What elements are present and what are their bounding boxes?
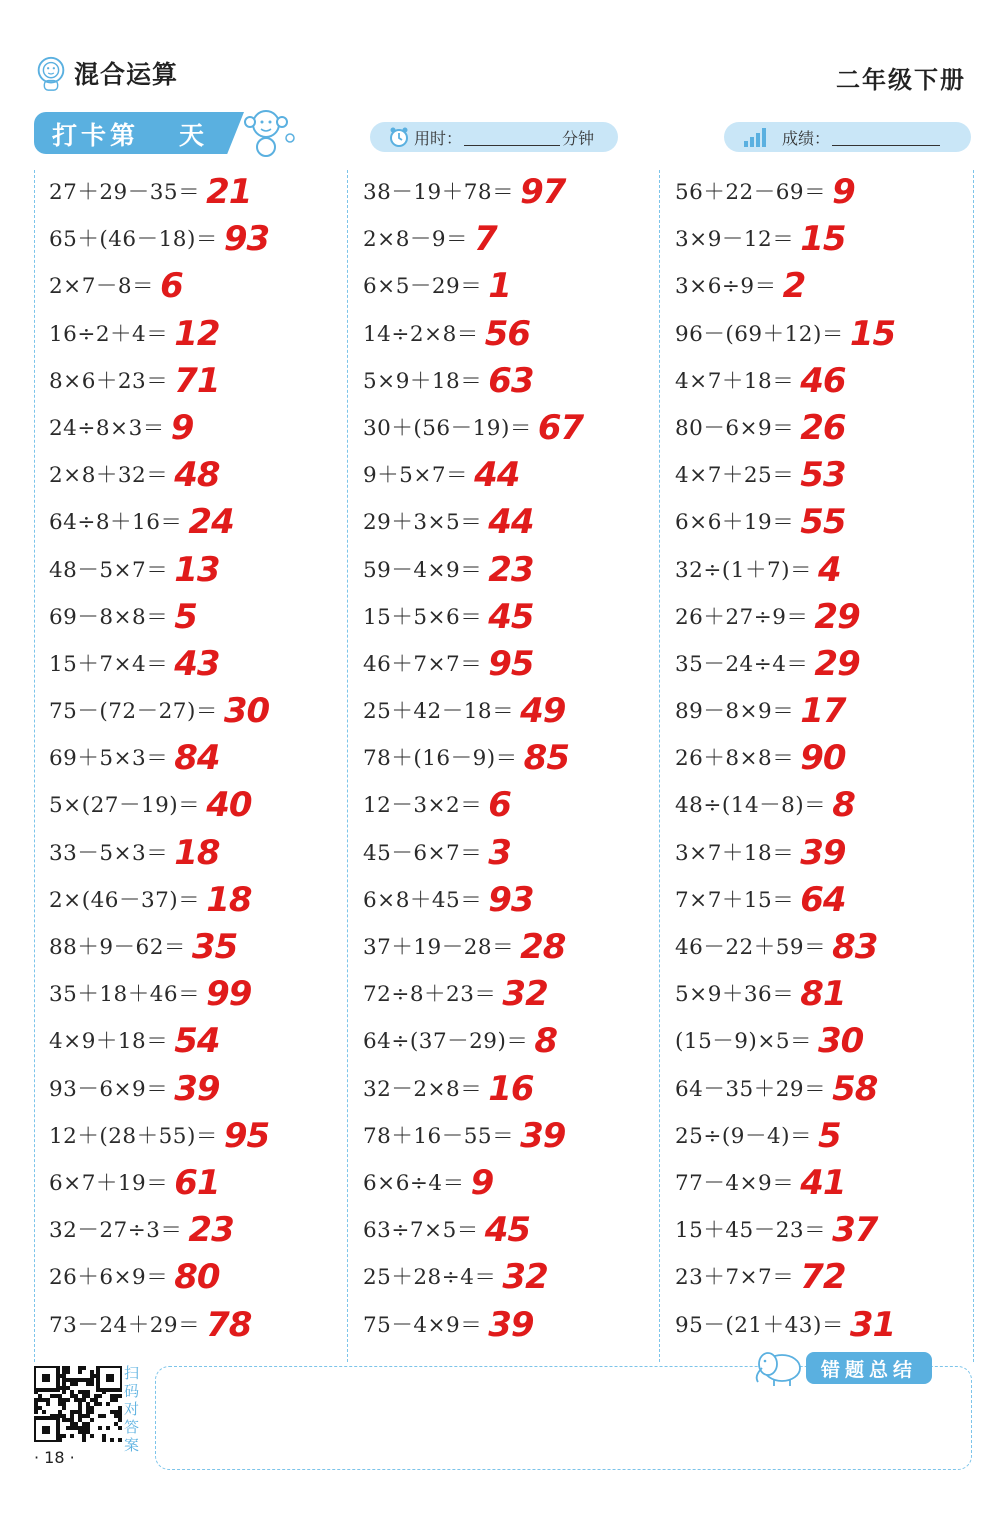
handwritten-answer[interactable]: 95 (223, 1115, 270, 1156)
handwritten-answer[interactable]: 49 (520, 691, 566, 732)
exercise-row (49, 451, 269, 498)
equation: 2×(46－37)＝ (49, 887, 201, 913)
equation: 59－4×9＝ (363, 557, 483, 583)
exercise-column-2 (363, 168, 583, 1348)
handwritten-answer[interactable]: 30 (818, 1021, 864, 1062)
time-field (370, 122, 618, 152)
handwritten-answer[interactable]: 45 (484, 1210, 531, 1251)
handwritten-answer[interactable]: 78 (206, 1304, 252, 1345)
equation: 64－35＋29＝ (675, 1076, 827, 1102)
handwritten-answer[interactable]: 31 (849, 1304, 896, 1345)
equation: 77－4×9＝ (675, 1170, 795, 1196)
equation: 75－4×9＝ (363, 1312, 483, 1338)
handwritten-answer[interactable]: 85 (523, 738, 569, 779)
handwritten-answer[interactable]: 17 (800, 691, 846, 732)
equation: 32－27÷3＝ (49, 1218, 183, 1244)
handwritten-answer[interactable]: 41 (800, 1162, 846, 1203)
equation: 12－3×2＝ (363, 793, 483, 819)
exercise-row (675, 781, 895, 828)
handwritten-answer[interactable]: 13 (174, 549, 220, 590)
equation: 23＋7×7＝ (675, 1265, 795, 1291)
equation: 32÷(1＋7)＝ (675, 557, 813, 583)
handwritten-answer[interactable]: 95 (488, 643, 534, 684)
exercise-row (675, 970, 895, 1017)
exercise-row (675, 357, 895, 404)
equation: 2×8－9＝ (363, 227, 469, 253)
qr-code-icon[interactable] (34, 1366, 122, 1442)
handwritten-answer[interactable]: 29 (814, 596, 860, 637)
handwritten-answer[interactable]: 80 (174, 1257, 220, 1298)
exercise-row (363, 1065, 583, 1112)
score-field (724, 122, 971, 152)
exercise-row (675, 640, 895, 687)
handwritten-answer[interactable]: 71 (174, 360, 220, 401)
exercise-row (49, 1017, 269, 1064)
equation: 25÷(9－4)＝ (675, 1123, 813, 1149)
handwritten-answer[interactable]: 81 (800, 974, 846, 1015)
equation: 6×6＋19＝ (675, 510, 795, 536)
equation: 7×7＋15＝ (675, 887, 795, 913)
exercise-row (49, 546, 269, 593)
equation: 63÷7×5＝ (363, 1218, 479, 1244)
exercise-row (363, 593, 583, 640)
exercise-row (49, 1112, 269, 1159)
equation: 15＋7×4＝ (49, 651, 169, 677)
handwritten-answer[interactable]: 45 (488, 596, 534, 637)
exercise-row (363, 687, 583, 734)
equation: 29＋3×5＝ (363, 510, 483, 536)
equation: 4×7＋25＝ (675, 463, 795, 489)
exercise-row (363, 876, 583, 923)
equation: 89－8×9＝ (675, 699, 795, 725)
exercise-row (49, 687, 269, 734)
equation: 32－2×8＝ (363, 1076, 483, 1102)
exercise-column-1 (49, 168, 269, 1348)
handwritten-answer[interactable]: 35 (191, 927, 238, 967)
exercise-row (363, 1206, 583, 1253)
exercise-row (363, 1112, 583, 1159)
handwritten-answer[interactable]: 44 (488, 502, 534, 543)
equation: 72÷8＋23＝ (363, 982, 497, 1008)
handwritten-answer[interactable]: 2 (782, 266, 806, 307)
exercise-row (363, 829, 583, 876)
handwritten-answer[interactable]: 97 (520, 172, 566, 212)
equation: 35＋18＋46＝ (49, 982, 201, 1008)
equation: 6×6÷4＝ (363, 1170, 465, 1196)
equation: 6×8＋45＝ (363, 887, 483, 913)
equation: 15＋45－23＝ (675, 1218, 827, 1244)
handwritten-answer[interactable]: 5 (174, 596, 197, 637)
equation: 5×9＋36＝ (675, 982, 795, 1008)
exercise-column-3 (675, 168, 895, 1348)
exercise-row (363, 168, 583, 215)
handwritten-answer[interactable]: 21 (206, 172, 252, 212)
equation: 5×(27－19)＝ (49, 793, 201, 819)
exercise-row (49, 1065, 269, 1112)
equation: 96－(69＋12)＝ (675, 321, 844, 347)
exercise-row (675, 1065, 895, 1112)
exercise-row (49, 310, 269, 357)
exercise-row (675, 1301, 895, 1348)
equation: 9＋5×7＝ (363, 463, 469, 489)
equation: 27＋29－35＝ (49, 180, 201, 205)
exercise-row (363, 640, 583, 687)
equation: (15－9)×5＝ (675, 1029, 813, 1055)
exercise-row (49, 876, 269, 923)
exercise-row (675, 1159, 895, 1206)
exercise-row (675, 1253, 895, 1300)
mistake-summary-label: 错题总结 (806, 1352, 932, 1384)
handwritten-answer[interactable]: 48 (174, 455, 220, 496)
equation: 25＋28÷4＝ (363, 1265, 497, 1291)
equation: 64÷8＋16＝ (49, 510, 183, 536)
exercise-row (49, 262, 269, 309)
exercise-row (675, 262, 895, 309)
exercise-row (363, 1017, 583, 1064)
exercise-row (675, 498, 895, 545)
column-divider (347, 170, 348, 1362)
monkey-icon (236, 104, 298, 158)
exercise-row (363, 923, 583, 970)
handwritten-answer[interactable]: 7 (474, 219, 497, 260)
scan-answer-label: 扫码对答案 (124, 1364, 140, 1454)
equation: 35－24÷4＝ (675, 651, 809, 677)
exercise-row (49, 215, 269, 262)
handwritten-answer[interactable]: 8 (534, 1021, 558, 1062)
checkin-text (52, 116, 208, 152)
exercise-row (49, 1206, 269, 1253)
equation: 4×9＋18＝ (49, 1029, 169, 1055)
exercise-row (363, 357, 583, 404)
handwritten-answer[interactable]: 9 (470, 1162, 494, 1203)
equation: 30＋(56－19)＝ (363, 415, 532, 441)
handwritten-answer[interactable]: 61 (174, 1162, 220, 1203)
handwritten-answer[interactable]: 46 (800, 360, 846, 401)
equation: 6×7＋19＝ (49, 1170, 169, 1196)
exercise-row (49, 498, 269, 545)
handwritten-answer[interactable]: 15 (800, 219, 846, 260)
equation: 48÷(14－8)＝ (675, 793, 827, 819)
exercise-row (49, 781, 269, 828)
equation: 75－(72－27)＝ (49, 699, 218, 725)
page-title: 混合运算 (74, 60, 179, 89)
equation: 2×8＋32＝ (49, 463, 169, 489)
handwritten-answer[interactable]: 6 (488, 785, 511, 826)
handwritten-answer[interactable]: 9 (832, 172, 855, 212)
handwritten-answer[interactable]: 26 (800, 407, 846, 448)
clock-icon (388, 126, 410, 148)
handwritten-answer[interactable]: 54 (174, 1021, 220, 1062)
equation: 46＋7×7＝ (363, 651, 483, 677)
handwritten-answer[interactable]: 24 (188, 502, 234, 543)
exercise-row (363, 262, 583, 309)
exercise-row (675, 593, 895, 640)
handwritten-answer[interactable]: 30 (223, 691, 270, 732)
exercise-row (675, 687, 895, 734)
handwritten-answer[interactable]: 3 (488, 832, 511, 873)
exercise-row (49, 168, 269, 215)
handwritten-answer[interactable]: 72 (800, 1257, 846, 1298)
equation: 4×7＋18＝ (675, 368, 795, 394)
handwritten-answer[interactable]: 37 (832, 1210, 878, 1251)
equation: 26＋6×9＝ (49, 1265, 169, 1291)
exercise-row (49, 734, 269, 781)
equation: 33－5×3＝ (49, 840, 169, 866)
column-divider (659, 170, 660, 1362)
day-label: 天 (179, 121, 209, 150)
exercise-row (363, 1301, 583, 1348)
handwritten-answer[interactable]: 39 (488, 1304, 534, 1345)
equation: 15＋5×6＝ (363, 604, 483, 630)
equation: 48－5×7＝ (49, 557, 169, 583)
handwritten-answer[interactable]: 16 (488, 1068, 534, 1109)
handwritten-answer[interactable]: 90 (800, 738, 846, 779)
handwritten-answer[interactable]: 53 (800, 455, 846, 496)
equation: 12＋(28＋55)＝ (49, 1123, 218, 1149)
equation: 24÷8×3＝ (49, 415, 165, 441)
exercise-row (675, 876, 895, 923)
handwritten-answer[interactable]: 28 (520, 927, 566, 967)
exercise-row (49, 640, 269, 687)
exercise-row (49, 593, 269, 640)
handwritten-answer[interactable]: 64 (800, 879, 846, 920)
score-blank[interactable] (832, 129, 940, 146)
equation: 80－6×9＝ (675, 415, 795, 441)
exercise-row (675, 923, 895, 970)
exercise-row (363, 404, 583, 451)
exercise-row (363, 546, 583, 593)
handwritten-answer[interactable]: 4 (818, 549, 841, 590)
exercise-row (49, 829, 269, 876)
equation: 38－19＋78＝ (363, 180, 515, 205)
exercise-row (675, 1206, 895, 1253)
exercise-row (675, 1112, 895, 1159)
exercise-row (363, 451, 583, 498)
exercise-row (675, 215, 895, 262)
exercise-row (675, 546, 895, 593)
equation: 45－6×7＝ (363, 840, 483, 866)
equation: 73－24＋29＝ (49, 1312, 201, 1338)
equation: 6×5－29＝ (363, 274, 483, 300)
equation: 78＋16－55＝ (363, 1123, 515, 1149)
exercise-row (49, 404, 269, 451)
page-number: · 18 · (34, 1448, 75, 1467)
equation: 26＋27÷9＝ (675, 604, 809, 630)
handwritten-answer[interactable]: 58 (832, 1068, 878, 1109)
handwritten-answer[interactable]: 67 (537, 407, 584, 448)
equation: 3×7＋18＝ (675, 840, 795, 866)
handwritten-answer[interactable]: 39 (174, 1068, 220, 1109)
equation: 2×7－8＝ (49, 274, 155, 300)
equation: 46－22＋59＝ (675, 935, 827, 960)
equation: 88＋9－62＝ (49, 935, 186, 960)
handwritten-answer[interactable]: 93 (488, 879, 534, 920)
equation: 69－8×8＝ (49, 604, 169, 630)
equation: 3×6÷9＝ (675, 274, 777, 300)
exercise-row (49, 1253, 269, 1300)
exercise-row (363, 1159, 583, 1206)
equation: 69＋5×3＝ (49, 746, 169, 772)
exercise-row (363, 215, 583, 262)
handwritten-answer[interactable]: 18 (174, 832, 220, 873)
time-unit: 分钟 (562, 128, 595, 148)
exercise-row (675, 829, 895, 876)
handwritten-answer[interactable]: 12 (174, 313, 220, 354)
handwritten-answer[interactable]: 9 (170, 407, 194, 448)
score-label: 成绩： (782, 128, 831, 148)
handwritten-answer[interactable]: 56 (484, 313, 531, 354)
chart-icon (742, 125, 768, 149)
handwritten-answer[interactable]: 83 (832, 927, 878, 967)
equation: 5×9＋18＝ (363, 368, 483, 394)
handwritten-answer[interactable]: 40 (206, 785, 252, 826)
equation: 95－(21＋43)＝ (675, 1312, 844, 1338)
exercise-row (49, 1159, 269, 1206)
exercise-row (675, 451, 895, 498)
exercise-row (49, 923, 269, 970)
equation: 26＋8×8＝ (675, 746, 795, 772)
exercise-row (49, 1301, 269, 1348)
handwritten-answer[interactable]: 29 (814, 643, 860, 684)
equation: 14÷2×8＝ (363, 321, 479, 347)
handwritten-answer[interactable]: 32 (502, 1257, 548, 1298)
handwritten-answer[interactable]: 23 (488, 549, 534, 590)
exercise-row (675, 168, 895, 215)
handwritten-answer[interactable]: 15 (849, 313, 896, 354)
equation: 78＋(16－9)＝ (363, 746, 518, 772)
handwritten-answer[interactable]: 39 (800, 832, 846, 873)
equation: 37＋19－28＝ (363, 935, 515, 960)
exercise-row (675, 734, 895, 781)
handwritten-answer[interactable]: 23 (188, 1210, 234, 1251)
handwritten-answer[interactable]: 8 (832, 785, 855, 826)
equation: 93－6×9＝ (49, 1076, 169, 1102)
grade-label: 二年级下册 (836, 66, 966, 94)
exercise-row (363, 781, 583, 828)
exercise-row (49, 357, 269, 404)
lion-icon (32, 54, 70, 92)
exercise-row (675, 310, 895, 357)
equation: 8×6＋23＝ (49, 368, 169, 394)
exercise-row (363, 734, 583, 781)
handwritten-answer[interactable]: 99 (206, 974, 252, 1015)
exercise-row (363, 310, 583, 357)
handwritten-answer[interactable]: 5 (818, 1115, 841, 1156)
equation: 25＋42－18＝ (363, 699, 515, 725)
equation: 3×9－12＝ (675, 227, 795, 253)
handwritten-answer[interactable]: 6 (160, 266, 183, 307)
time-blank[interactable] (464, 129, 560, 146)
exercise-row (49, 970, 269, 1017)
checkin-label: 打卡第 (52, 121, 140, 150)
exercise-row (363, 1253, 583, 1300)
equation: 65＋(46－18)＝ (49, 227, 218, 253)
handwritten-answer[interactable]: 1 (488, 266, 511, 307)
elephant-icon (748, 1346, 808, 1388)
handwritten-answer[interactable]: 44 (474, 455, 520, 496)
handwritten-answer[interactable]: 93 (223, 219, 270, 260)
handwritten-answer[interactable]: 18 (206, 879, 252, 920)
handwritten-answer[interactable]: 39 (520, 1115, 566, 1156)
header-left (32, 54, 178, 92)
equation: 16÷2＋4＝ (49, 321, 169, 347)
exercise-row (363, 498, 583, 545)
handwritten-answer[interactable]: 32 (502, 974, 548, 1015)
exercise-row (675, 1017, 895, 1064)
exercise-row (363, 970, 583, 1017)
exercise-row (675, 404, 895, 451)
time-label: 用时： (414, 128, 463, 148)
handwritten-answer[interactable]: 55 (800, 502, 846, 543)
handwritten-answer[interactable]: 84 (174, 738, 220, 779)
handwritten-answer[interactable]: 63 (488, 360, 534, 401)
equation: 56＋22－69＝ (675, 180, 827, 205)
equation: 64÷(37－29)＝ (363, 1029, 529, 1055)
handwritten-answer[interactable]: 43 (174, 643, 220, 684)
